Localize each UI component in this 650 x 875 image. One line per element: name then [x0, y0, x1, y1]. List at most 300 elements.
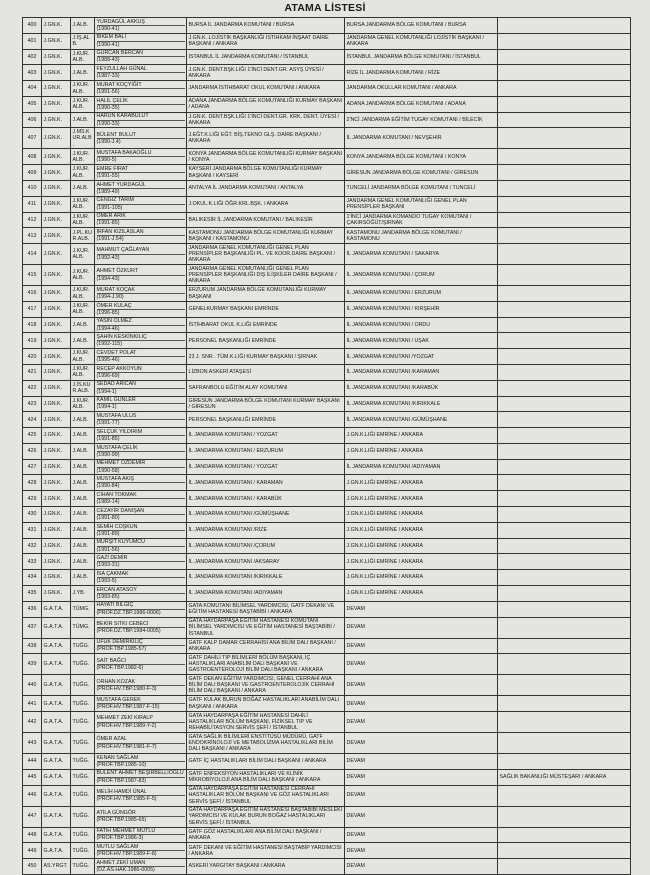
current-post-cell: GATF DEKAN EĞİTİM YARDIMCISI, GENEL CERRAHİ ANA BİLİM DALI BAŞKANI VE GASTROENTEROLOJİK CERRAHİ BİLİM DALI BAŞKANI / ANKARA — [187, 675, 345, 696]
table-row — [23, 18, 631, 34]
current-post-cell: PERSONEL BAŞKANLIĞI EMRİNDE — [187, 333, 345, 349]
corps-cell: J.GN.K. — [42, 265, 71, 286]
name-cell — [95, 228, 187, 244]
registry-number: (PROF.HV.TBP.1981-F-7) — [96, 743, 157, 750]
name-cell — [95, 33, 187, 49]
corps-cell: G.A.T.A. — [42, 712, 71, 733]
name-cell — [95, 18, 187, 34]
person-name: SELÇUK YILDIRIM — [97, 429, 185, 436]
new-post-cell: İL JANDARMA KOMUTANI / NEVŞEHİR — [345, 128, 498, 149]
page-title: ATAMA LİSTESİ — [284, 2, 366, 14]
table-row — [23, 81, 631, 97]
current-post-cell: İL JANDARMA KOMUTANI / KARABÜK — [187, 491, 345, 507]
name-cell — [95, 265, 187, 286]
registry-number: (1994-43) — [96, 275, 120, 282]
name-cell — [95, 654, 187, 675]
corps-cell: G.A.T.A. — [42, 785, 71, 806]
note-cell — [498, 149, 631, 165]
rank-cell: J.ALB. — [71, 317, 95, 333]
rank-cell: J.KUR.ALB. — [71, 301, 95, 317]
note-cell — [498, 585, 631, 601]
registry-number: (PROF.DZ.TBP.1986-0006) — [96, 609, 161, 616]
note-cell — [498, 733, 631, 754]
note-cell — [498, 712, 631, 733]
rank-cell: TUĞG. — [71, 806, 95, 827]
person-name: MUSTAFA ÇELİK — [97, 445, 185, 452]
registry-number: (1991-J.54) — [96, 236, 124, 243]
registry-number: (1987-33) — [96, 73, 120, 80]
new-post-cell: DEVAM — [345, 769, 498, 785]
registry-number: (PROF.HV.TBP.1989-F-8) — [96, 851, 157, 858]
corps-cell: J.GN.K. — [42, 475, 71, 491]
corps-cell: J.GN.K. — [42, 554, 71, 570]
person-name: MUTLU SAĞLAM — [97, 844, 185, 851]
table-row — [23, 696, 631, 712]
person-name: CEZAYİR DANIŞAN — [97, 508, 185, 515]
corps-cell: J.GN.K. — [42, 585, 71, 601]
note-cell — [498, 827, 631, 843]
table-row — [23, 491, 631, 507]
current-post-cell: ANTALYA İL JANDARMA KOMUTANI / ANTALYA — [187, 181, 345, 197]
person-name: ÖMER KULAÇ — [97, 303, 185, 310]
person-name: ÖMER ARIK — [97, 213, 185, 220]
rank-cell: J.KUR.ALB. — [71, 244, 95, 265]
person-name: MUSTAFA BAKAOĞLU — [97, 150, 185, 157]
table-row — [23, 165, 631, 181]
note-cell — [498, 601, 631, 617]
table-row — [23, 538, 631, 554]
name-cell — [95, 754, 187, 770]
current-post-cell: SAFRANBOLU EĞİTİM ALAY KOMUTANI — [187, 380, 345, 396]
person-name: BEKİR SITKI CEBECİ — [97, 621, 185, 628]
new-post-cell: ADANA JANDARMA BÖLGE KOMUTANI / ADANA — [345, 96, 498, 112]
name-cell — [95, 81, 187, 97]
new-post-cell: GİRESUN JANDARMA BÖLGE KOMUTANI / GİRESUN — [345, 165, 498, 181]
current-post-cell: 23 J. SNR . TÜM.K.LIĞI KURMAY BAŞKANI / ŞIRNAK — [187, 349, 345, 365]
row-number: 420 — [23, 349, 42, 365]
registry-number: (1992-43) — [96, 254, 120, 261]
row-number: 422 — [23, 380, 42, 396]
table-row — [23, 843, 631, 859]
registry-number: (PROF.TBP.1987-83) — [96, 777, 147, 784]
name-cell — [95, 165, 187, 181]
corps-cell: G.A.T.A. — [42, 654, 71, 675]
corps-cell: J.GN.K. — [42, 81, 71, 97]
person-name: MEHMET ÖZDEMİR — [97, 460, 185, 467]
table-row — [23, 244, 631, 265]
name-cell — [95, 617, 187, 638]
row-number: 418 — [23, 317, 42, 333]
row-number: 424 — [23, 412, 42, 428]
row-number: 429 — [23, 491, 42, 507]
row-number: 449 — [23, 843, 42, 859]
note-cell — [498, 317, 631, 333]
new-post-cell: İL JANDARMA KOMUTANI / ERZURUM — [345, 286, 498, 302]
note-cell — [498, 196, 631, 212]
current-post-cell: ASKERİ YARGITAY BAŞKANI / ANKARA — [187, 859, 345, 875]
row-number: 403 — [23, 65, 42, 81]
new-post-cell: İL JANDARMA KOMUTANI /YOZGAT — [345, 349, 498, 365]
registry-number: (1996-85) — [96, 309, 120, 316]
row-number: 445 — [23, 769, 42, 785]
rank-cell: J.ALB. — [71, 459, 95, 475]
table-row — [23, 396, 631, 412]
corps-cell: G.A.T.A. — [42, 754, 71, 770]
corps-cell: J.GN.K. — [42, 349, 71, 365]
name-cell — [95, 843, 187, 859]
rank-cell: J.KUR.ALB. — [71, 365, 95, 381]
corps-cell: G.A.T.A. — [42, 601, 71, 617]
new-post-cell: DEVAM — [345, 675, 498, 696]
table-row — [23, 333, 631, 349]
person-name: RECEP AKKOYUN — [97, 366, 185, 373]
new-post-cell: DEVAM — [345, 617, 498, 638]
new-post-cell: İL JANDARMA KOMUTANI / ORDU — [345, 317, 498, 333]
new-post-cell: DEVAM — [345, 754, 498, 770]
name-cell — [95, 443, 187, 459]
new-post-cell: DEVAM — [345, 785, 498, 806]
new-post-cell: İL JANDARMA KOMUTANI /KARABÜK — [345, 380, 498, 396]
note-cell: SAĞLIK BAKANLIĞI MÜSTEŞARI / ANKARA — [498, 769, 631, 785]
corps-cell: J.GN.K. — [42, 459, 71, 475]
current-post-cell: JANDARMA GENEL KOMUTANLIĞI GENEL PLAN PRENSİPLER BAŞKANLIĞI PL. VE KOOR.DAİRE BAŞKANI / ANKARA — [187, 244, 345, 265]
new-post-cell: İL JANDARMA KOMUTANI / SAKARYA — [345, 244, 498, 265]
new-post-cell: İL JANDARMA KOMUTANI / KIRŞEHİR — [345, 301, 498, 317]
new-post-cell: DEVAM — [345, 859, 498, 875]
table-row — [23, 654, 631, 675]
table-row — [23, 412, 631, 428]
row-number: 437 — [23, 617, 42, 638]
person-name: HAYATİ BİLGİÇ — [97, 602, 185, 609]
corps-cell: J.GN.K. — [42, 443, 71, 459]
note-cell — [498, 286, 631, 302]
new-post-cell: İSTANBUL JANDARMA BÖLGE KOMUTANI / İSTANBUL — [345, 49, 498, 65]
registry-number: (PROF.HV.TBP.1989-Y-2) — [96, 722, 157, 729]
rank-cell: J.ALB. — [71, 412, 95, 428]
rank-cell: J.KUR.ALB. — [71, 349, 95, 365]
rank-cell: J.KUR.ALB. — [71, 81, 95, 97]
current-post-cell: KASTAMONU JANDARMA BÖLGE KOMUTANLIĞI KURMAY BAŞKANI / KASTAMONU — [187, 228, 345, 244]
person-name: CENGİZ TARIM — [97, 197, 185, 204]
name-cell — [95, 554, 187, 570]
corps-cell: J.GN.K. — [42, 18, 71, 34]
table-row — [23, 212, 631, 228]
person-name: SAİT BAĞCI — [97, 658, 185, 665]
row-number: 409 — [23, 165, 42, 181]
registry-number: (PROF.HV.TBP.1985-F-5) — [96, 796, 157, 803]
table-row — [23, 128, 631, 149]
name-cell — [95, 601, 187, 617]
row-number: 450 — [23, 859, 42, 875]
new-post-cell: JANDARMA GENEL KOMUTANLIĞI LOJİSTİK BAŞKANI / ANKARA — [345, 33, 498, 49]
corps-cell: J.GN.K. — [42, 522, 71, 538]
name-cell — [95, 507, 187, 523]
row-number: 436 — [23, 601, 42, 617]
registry-number: (1994-1) — [96, 388, 117, 395]
person-name: HARUN KARABULUT — [97, 113, 185, 120]
person-name: AHMET ZEKİ UMAN — [97, 860, 185, 867]
current-post-cell: İL JANDARMA KOMUTANI / YOZGAT — [187, 428, 345, 444]
rank-cell: TÜMG. — [71, 601, 95, 617]
rank-cell: TUĞG. — [71, 696, 95, 712]
person-name: MURAT KOÇYİĞİT — [97, 82, 185, 89]
table-row — [23, 149, 631, 165]
registry-number: (1990-84) — [96, 483, 120, 490]
note-cell — [498, 96, 631, 112]
table-row — [23, 112, 631, 128]
note-cell — [498, 244, 631, 265]
current-post-cell: GATA HAYDARPAŞA EĞİTİM HASTANESİ CERRAHİ HASTALIKLAR BÖLÜM BAŞKANI VE GÖZ HASTALIKLARI SERVİS ŞEFİ / İSTANBUL — [187, 785, 345, 806]
person-name: CEVDET POLAT — [97, 350, 185, 357]
rank-cell: J.ALB. — [71, 65, 95, 81]
rank-cell: J.ALB. — [71, 507, 95, 523]
name-cell — [95, 412, 187, 428]
note-cell — [498, 428, 631, 444]
table-row — [23, 733, 631, 754]
row-number: 430 — [23, 507, 42, 523]
name-cell — [95, 585, 187, 601]
note-cell — [498, 412, 631, 428]
current-post-cell: J.GN.K. DENT.BŞK.LIĞI 1'İNCİ DENT.GR. ASYŞ ÜYESİ / ANKARA — [187, 65, 345, 81]
row-number: 431 — [23, 522, 42, 538]
table-row — [23, 265, 631, 286]
row-number: 425 — [23, 428, 42, 444]
registry-number: (1990-41) — [96, 25, 120, 32]
registry-number: (PROF.TBP.1985-57) — [96, 646, 147, 653]
name-cell — [95, 65, 187, 81]
new-post-cell: KONYA JANDARMA BÖLGE KOMUTANI / KONYA — [345, 149, 498, 165]
table-row — [23, 585, 631, 601]
rank-cell: J.ALB. — [71, 18, 95, 34]
rank-cell: J.KUR.ALB. — [71, 212, 95, 228]
corps-cell: J.GN.K. — [42, 428, 71, 444]
note-cell — [498, 333, 631, 349]
row-number: 440 — [23, 675, 42, 696]
new-post-cell: J.GN.K.LIĞI EMRİNE / ANKARA — [345, 585, 498, 601]
current-post-cell: GATF KULAK BURUN BOĞAZ HASTALIKLARI ANABİLİM DALI BAŞKANI / ANKARA — [187, 696, 345, 712]
note-cell — [498, 396, 631, 412]
new-post-cell: DEVAM — [345, 827, 498, 843]
note-cell — [498, 49, 631, 65]
note-cell — [498, 459, 631, 475]
corps-cell: G.A.T.A. — [42, 617, 71, 638]
name-cell — [95, 333, 187, 349]
registry-number: (1991-56) — [96, 546, 120, 553]
name-cell — [95, 806, 187, 827]
row-number: 448 — [23, 827, 42, 843]
new-post-cell: DEVAM — [345, 601, 498, 617]
note-cell — [498, 538, 631, 554]
note-cell — [498, 859, 631, 875]
note-cell — [498, 128, 631, 149]
note-cell — [498, 265, 631, 286]
row-number: 427 — [23, 459, 42, 475]
person-name: GÜRCAN BERCAN — [97, 50, 185, 57]
rank-cell: TUĞG. — [71, 638, 95, 654]
row-number: 446 — [23, 785, 42, 806]
person-name: ŞAHİN KESKİNKILIÇ — [97, 334, 185, 341]
rank-cell: TUĞG. — [71, 654, 95, 675]
table-row — [23, 196, 631, 212]
current-post-cell: GATF DEKANI VE EĞİTİM HASTANESİ BAŞTABİP YARDIMCISI / ANKARA — [187, 843, 345, 859]
current-post-cell: J.GN.K. DENT.BŞK.LIĞI 1'İNCİ DENT.GR. KRK. DENT. ÜYESİ / ANKARA — [187, 112, 345, 128]
name-cell — [95, 396, 187, 412]
new-post-cell: DEVAM — [345, 806, 498, 827]
corps-cell: J.GN.K. — [42, 196, 71, 212]
row-number: 434 — [23, 570, 42, 586]
corps-cell: J.GN.K. — [42, 165, 71, 181]
registry-number: (PROF.HV.TBP.1987-F-15) — [96, 704, 160, 711]
current-post-cell: PERSONEL BAŞKANLIĞI EMRİNDE — [187, 412, 345, 428]
current-post-cell: LİZBON ASKERİ ATAŞESİ — [187, 365, 345, 381]
table-row — [23, 827, 631, 843]
rank-cell: J.İŞ.ALB. — [71, 33, 95, 49]
table-row — [23, 712, 631, 733]
person-name: FEYZULLAH GÜNAL — [97, 66, 185, 73]
row-number: 444 — [23, 754, 42, 770]
name-cell — [95, 522, 187, 538]
name-cell — [95, 475, 187, 491]
row-number: 411 — [23, 196, 42, 212]
rank-cell: TUĞG. — [71, 712, 95, 733]
rank-cell: J.İS.KUR.ALB. — [71, 380, 95, 396]
new-post-cell: J.GN.K.LIĞI EMRİNE / ANKARA — [345, 428, 498, 444]
row-number: 407 — [23, 128, 42, 149]
new-post-cell: İL JANDARMA KOMUTANI /ADIYAMAN — [345, 459, 498, 475]
name-cell — [95, 769, 187, 785]
current-post-cell: J.GN.K. LOJİSTİK BAŞKANLIĞI İSTİHKAM İNŞAAT DAİRE BAŞKANI / ANKARA — [187, 33, 345, 49]
current-post-cell: BURSA İL JANDARMA KOMUTANI / BURSA — [187, 18, 345, 34]
current-post-cell: İL JANDARMA KOMUTANI / ERZURUM — [187, 443, 345, 459]
corps-cell: J.GN.K. — [42, 149, 71, 165]
current-post-cell: GATA HAYDARPAŞA EĞİTİM HASTANESİ DAHİLİ HASTALIKLAR BÖLÜM BAŞKANI, FİZİKSEL TIP VE REHABİLİTASYON SERVİS ŞEFİ / İSTANBUL — [187, 712, 345, 733]
person-name: KENAN SAĞLAM — [97, 755, 185, 762]
rank-cell: J.KUR.ALB. — [71, 396, 95, 412]
corps-cell: J.GN.K. — [42, 33, 71, 49]
table-row — [23, 638, 631, 654]
row-number: 438 — [23, 638, 42, 654]
new-post-cell: DEVAM — [345, 654, 498, 675]
table-row — [23, 286, 631, 302]
row-number: 433 — [23, 554, 42, 570]
registry-number: (1991-80) — [96, 514, 120, 521]
table-row — [23, 570, 631, 586]
row-number: 406 — [23, 112, 42, 128]
rank-cell: J.KUR.ALB. — [71, 265, 95, 286]
note-cell — [498, 843, 631, 859]
person-name: YURDAGÜL AKKUŞ — [97, 19, 185, 26]
registry-number: (PROF.TBP.1985-10) — [96, 761, 147, 768]
rank-cell: J.MS.KUR.ALB. — [71, 128, 95, 149]
new-post-cell: J.GN.K.LIĞI EMRİNE / ANKARA — [345, 491, 498, 507]
rank-cell: TUĞG. — [71, 754, 95, 770]
table-row — [23, 785, 631, 806]
corps-cell: J.GN.K. — [42, 65, 71, 81]
current-post-cell: BALIKESİR İL JANDARMA KOMUTANI / BALIKESİR — [187, 212, 345, 228]
corps-cell: G.A.T.A. — [42, 843, 71, 859]
note-cell — [498, 522, 631, 538]
corps-cell: G.A.T.A. — [42, 638, 71, 654]
row-number: 442 — [23, 712, 42, 733]
registry-number: (1990-58) — [96, 467, 120, 474]
current-post-cell: İL JANDARMA KOMUTANI /RİZE — [187, 522, 345, 538]
new-post-cell: JANDARMA OKULLAR KOMUTANI / ANKARA — [345, 81, 498, 97]
corps-cell: J.GN.K. — [42, 412, 71, 428]
rank-cell: J.ALB. — [71, 522, 95, 538]
table-row — [23, 859, 631, 875]
current-post-cell: GİRESUN JANDARMA BÖLGE KOMUTANI KURMAY BAŞKANI / GİRESUN — [187, 396, 345, 412]
table-row — [23, 65, 631, 81]
note-cell — [498, 475, 631, 491]
row-number: 443 — [23, 733, 42, 754]
row-number: 417 — [23, 301, 42, 317]
registry-number: (1995-46) — [96, 357, 120, 364]
note-cell — [498, 638, 631, 654]
registry-number: (1990-35) — [96, 104, 120, 111]
rank-cell: TUĞG. — [71, 843, 95, 859]
new-post-cell: İL JANDARMA KOMUTANI /KIRIKKALE — [345, 396, 498, 412]
row-number: 415 — [23, 265, 42, 286]
person-name: UFUK DEMİRKILIÇ — [97, 639, 185, 646]
person-name: YASİN ÖLMEZ — [97, 318, 185, 325]
current-post-cell: GATA HAYDARPAŞA EĞİTİM HASTANESİ KOMUTANI BİLİMSEL YARDIMCISI VE EĞİTİM HASTANESİ BAŞTABİBİ / İSTANBUL — [187, 617, 345, 638]
registry-number: (1990-J.4) — [96, 138, 121, 145]
name-cell — [95, 696, 187, 712]
registry-number: (1994-J.90) — [96, 294, 124, 300]
name-cell — [95, 570, 187, 586]
row-number: 435 — [23, 585, 42, 601]
current-post-cell: J.OKUL.K.LIĞI ÖĞR.KRL.BŞK. / ANKARA — [187, 196, 345, 212]
person-name: MAHMUT ÇAĞLAYAN — [97, 247, 185, 254]
registry-number: (DZ.AS.HAK.1986-0005) — [96, 866, 155, 873]
table-row — [23, 507, 631, 523]
note-cell — [498, 675, 631, 696]
corps-cell: J.GN.K. — [42, 244, 71, 265]
current-post-cell: GATA KOMUTANI BİLİMSEL YARDIMCISI, GATF DEKANI VE EĞİTİM HASTANESİ BAŞTABİBİ / ANKARA — [187, 601, 345, 617]
name-cell — [95, 128, 187, 149]
person-name: MURAT KOÇAK — [97, 287, 185, 294]
current-post-cell: İL JANDARMA KOMUTANI /AKSARAY — [187, 554, 345, 570]
new-post-cell: TUNCELİ JANDARMA BÖLGE KOMUTANI / TUNCELİ — [345, 181, 498, 197]
name-cell — [95, 365, 187, 381]
new-post-cell: J.GN.K.LIĞI EMRİNE / ANKARA — [345, 554, 498, 570]
corps-cell: J.GN.K. — [42, 538, 71, 554]
name-cell — [95, 785, 187, 806]
corps-cell: J.GN.K. — [42, 212, 71, 228]
row-number: 432 — [23, 538, 42, 554]
new-post-cell: 1'İNCİ JANDARMA KOMANDO TUGAY KOMUTANI / ÇAKIRSÖĞÜT/ŞIRNAK — [345, 212, 498, 228]
row-number: 404 — [23, 81, 42, 97]
corps-cell: J.GN.K. — [42, 491, 71, 507]
rank-cell: J.KUR.ALB. — [71, 286, 95, 302]
current-post-cell: İSTANBUL İL JANDARMA KOMUTANI / İSTANBUL — [187, 49, 345, 65]
rank-cell: J.ALB. — [71, 333, 95, 349]
name-cell — [95, 638, 187, 654]
table-row — [23, 754, 631, 770]
person-name: SEMİH COŞKUN — [97, 524, 185, 531]
corps-cell: J.GN.K. — [42, 181, 71, 197]
registry-number: (PROF.TBP.1985-65) — [96, 817, 147, 824]
row-number: 416 — [23, 286, 42, 302]
current-post-cell: KONYA JANDARMA BÖLGE KOMUTANLIĞI KURMAY BAŞKANI / KONYA — [187, 149, 345, 165]
rank-cell: J.ALB. — [71, 475, 95, 491]
person-name: İSA ÇAKMAK — [97, 571, 185, 578]
note-cell — [498, 165, 631, 181]
new-post-cell: J.GN.K.LIĞI EMRİNE / ANKARA — [345, 475, 498, 491]
person-name: BİKEM BALI — [97, 34, 185, 41]
new-post-cell: DEVAM — [345, 712, 498, 733]
current-post-cell: İL JANDARMA KOMUTANI / YOZGAT — [187, 459, 345, 475]
